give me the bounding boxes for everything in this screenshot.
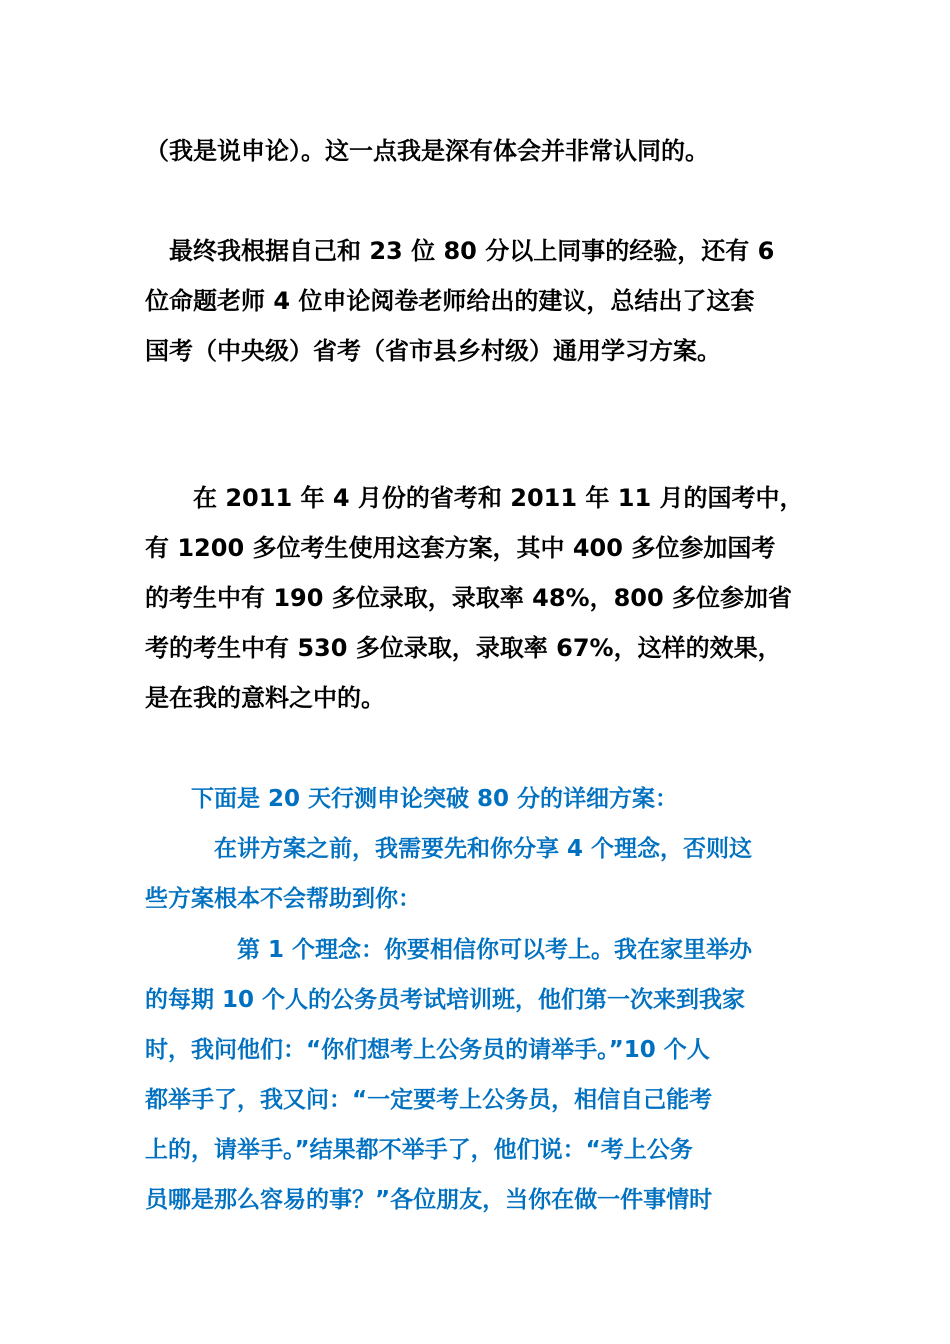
text-line: 最终我根据自己和 23 位 80 分以上同事的经验，还有 6 [145, 237, 775, 265]
text-line: 时，我问他们：“你们想考上公务员的请举手。”10 个人 [145, 1037, 710, 1063]
text-line: 是在我的意料之中的。 [145, 684, 385, 712]
paragraph-plan-intro [145, 774, 810, 824]
text-line: （我是说申论）。这一点我是深有体会并非常认同的。 [145, 137, 709, 165]
paragraph-shenlun-note [145, 126, 810, 176]
text-line: 有 1200 多位考生使用这套方案，其中 400 多位参加国考 [145, 534, 776, 562]
paragraph-concept-one [145, 925, 810, 1225]
text-line: 在 2011 年 4 月份的省考和 2011 年 11 月的国考中， [145, 484, 804, 512]
text-line: 都举手了，我又问：“一定要考上公务员，相信自己能考 [145, 1087, 713, 1113]
text-line: 考的考生中有 530 多位录取，录取率 67%，这样的效果， [145, 634, 782, 662]
paragraph-concepts-intro [145, 824, 810, 924]
text-line: 位命题老师 4 位申论阅卷老师给出的建议，总结出了这套 [145, 287, 755, 315]
text-line: 国考（中央级）省考（省市县乡村级）通用学习方案。 [145, 337, 721, 365]
text-line: 上的，请举手。”结果都不举手了，他们说：“考上公务 [145, 1137, 693, 1163]
text-line: 的每期 10 个人的公务员考试培训班，他们第一次来到我家 [145, 987, 746, 1013]
text-line: 下面是 20 天行测申论突破 80 分的详细方案： [145, 786, 679, 812]
text-line: 在讲方案之前，我需要先和你分享 4 个理念，否则这 [145, 836, 753, 862]
text-line: 的考生中有 190 多位录取，录取率 48%，800 多位参加省 [145, 584, 793, 612]
text-line: 第 1 个理念：你要相信你可以考上。我在家里举办 [145, 937, 753, 963]
text-line: 员哪是那么容易的事？”各位朋友，当你在做一件事情时 [145, 1187, 713, 1213]
paragraph-plan-origin [145, 226, 810, 376]
paragraph-results [145, 473, 810, 723]
text-line: 些方案根本不会帮助到你： [145, 886, 421, 912]
